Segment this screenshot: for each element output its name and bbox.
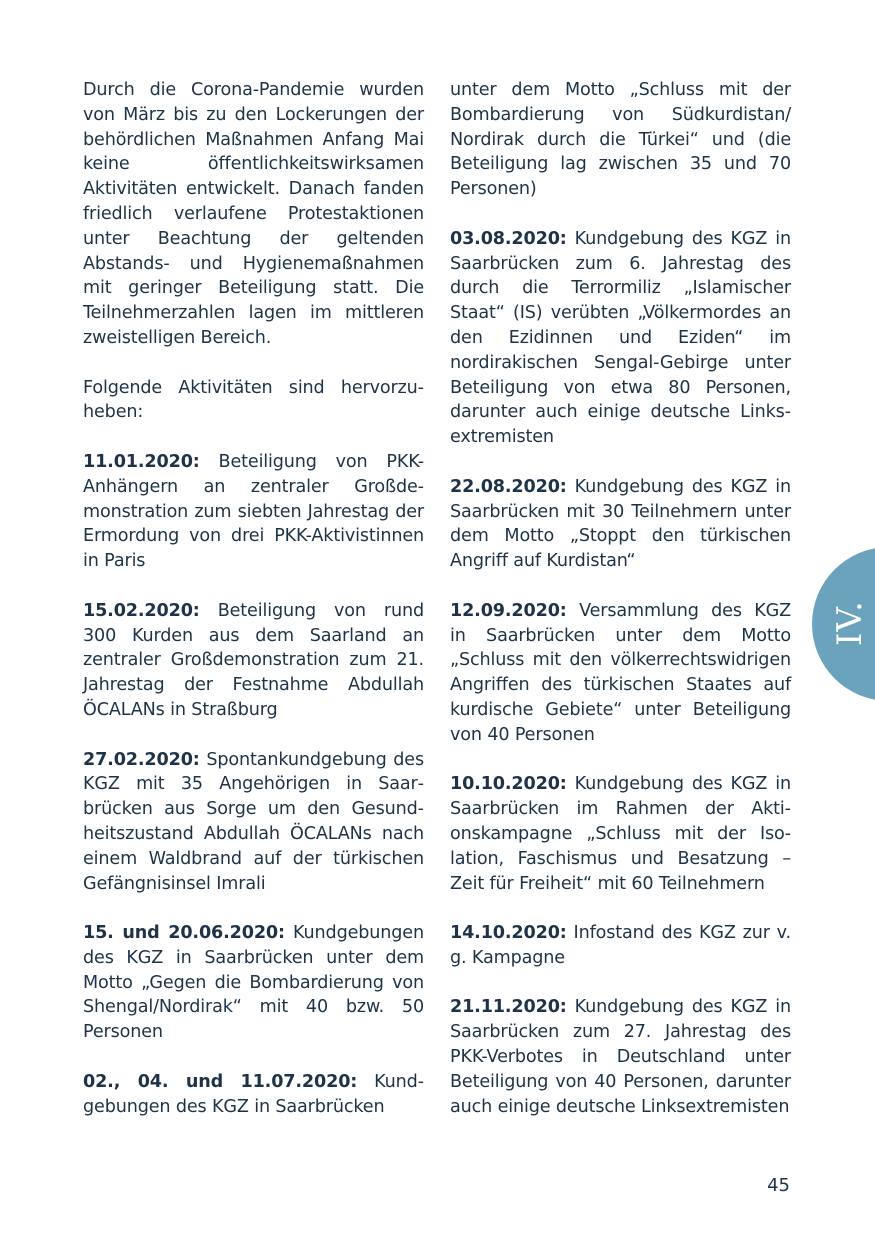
event-description: Infostand des KGZ zur v. g. Kampagne xyxy=(450,923,791,968)
event-date: 03.08.2020: xyxy=(450,228,567,249)
event-date: 21.11.2020: xyxy=(450,997,567,1018)
event-date: 15. und 20.06.2020: xyxy=(83,923,285,944)
event-description: Beteiligung von PKK-Anhängern an zentraler Großdemonstration zum siebten Jahrestag der Ermordung von drei PKK-Aktivistinnen in Paris xyxy=(83,451,424,572)
event-description: Spontankundgebung des KGZ mit 35 Angehörigen in Saarbrücken aus Sorge um den Gesundheitszustand Abdullah ÖCALANs nach einem Waldbrand auf der türkischen Gefängnisinsel Imrali xyxy=(83,749,424,894)
paragraph-text: Folgende Aktivitäten sind hervorzuheben: xyxy=(83,377,424,423)
event-date: 22.08.2020: xyxy=(450,476,567,497)
event-description: Kundgebungen des KGZ in Saarbrücken unter dem Motto „Gegen die Bombardierung von Shengal/Nordirak“ mit 40 bzw. 50 Personen xyxy=(83,923,424,1043)
paragraph-text: Durch die Corona-Pandemie wurden von März bis zu den Lockerungen der behördlichen Maßnahmen Anfang Mai keine öffentlichkeitswirksamen Aktivitäten entwickelt. Danach fanden friedlich verlaufene Protestaktionen unter Beachtung der geltenden Abstands- und Hygienemaßnahmen mit geringer Beteiligung statt. Die Teilnehmerzahlen lagen im mittleren zweistelligen Bereich. xyxy=(83,80,424,348)
event-continuation xyxy=(450,78,791,202)
event-description: Versammlung des KGZ in Saarbrücken unter dem Motto „Schluss mit den völkerrechtswidrigen Angriffen des türkischen Staates auf kurdische Gebiete“ unter Beteiligung von 40 Personen xyxy=(450,600,791,745)
event-date: 15.02.2020: xyxy=(83,600,200,621)
event-description: unter dem Motto „Schluss mit der Bombardierung von Südkurdistan/ Nordirak durch die Türkei“ und (die Beteiligung lag zwischen 35 und 70 Personen) xyxy=(450,80,791,200)
event-entry xyxy=(450,599,791,748)
event-entry xyxy=(450,772,791,896)
event-description: Kundgebung des KGZ in Saarbrücken mit 30 Teilnehmern unter dem Motto „Stoppt den türkischen Angriff auf Kurdistan“ xyxy=(450,476,791,572)
paragraph-intro xyxy=(83,78,424,351)
event-description: Kundgebungen des KGZ in Saarbrücken xyxy=(83,1071,424,1117)
event-description: Kundgebung des KGZ in Saarbrücken zum 27. Jahrestag des PKK-Verbotes in Deutschland unter Beteiligung von 40 Personen, darunter auch einige deutsche Linksextremisten xyxy=(450,997,791,1117)
event-entry xyxy=(450,995,791,1119)
left-column xyxy=(83,78,424,1119)
event-date: 27.02.2020: xyxy=(83,749,200,770)
event-description: Beteiligung von rund 300 Kurden aus dem Saarland an zentraler Großdemonstration zum 21. Jahrestag der Festnahme Abdullah ÖCALANs in Straßburg xyxy=(83,600,424,720)
event-entry xyxy=(83,921,424,1045)
event-date: 11.01.2020: xyxy=(83,451,200,472)
page-number: 45 xyxy=(767,1175,790,1196)
event-entry xyxy=(450,921,791,971)
event-description: Kundgebung des KGZ in Saarbrücken zum 6. Jahrestag des durch die Terrormiliz „Islamischer Staat“ (IS) verübten „Völkermordes an den Ezidinnen und Eziden“ im nordirakischen Sengal-Gebirge unter Beteiligung von etwa 80 Personen, darunter auch einige deutsche Linksextremisten xyxy=(450,228,791,448)
event-date: 12.09.2020: xyxy=(450,600,567,621)
event-entry xyxy=(83,599,424,723)
chapter-tab-label: IV. xyxy=(830,600,870,646)
event-entry xyxy=(83,450,424,574)
paragraph-lead-in xyxy=(83,376,424,426)
event-description: Kundgebung des KGZ in Saarbrücken im Rahmen der Aktionskampagne „Schluss mit der Isolation, Faschismus und Besatzung – Zeit für Freiheit“ mit 60 Teilnehmern xyxy=(450,774,791,894)
event-date: 10.10.2020: xyxy=(450,774,567,795)
event-date: 02., 04. und 11.07.2020: xyxy=(83,1071,358,1092)
right-column xyxy=(450,78,791,1119)
event-date: 14.10.2020: xyxy=(450,923,567,944)
event-entry xyxy=(450,475,791,574)
event-entry xyxy=(83,1070,424,1120)
event-entry xyxy=(83,748,424,897)
event-entry xyxy=(450,227,791,450)
